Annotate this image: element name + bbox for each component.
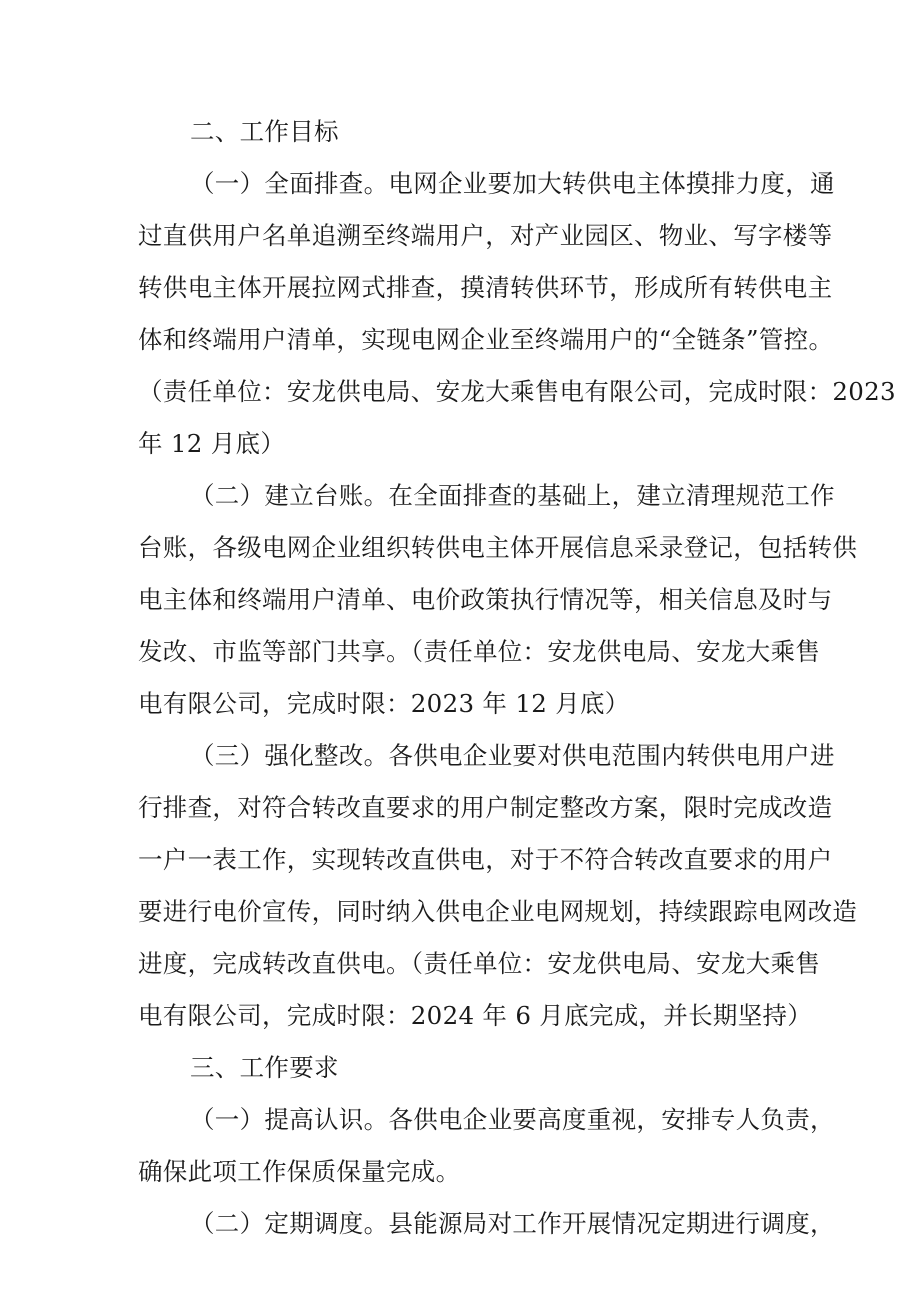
paragraph-line: 行排查，对符合转改直要求的用户制定整改方案，限时完成改造 (138, 793, 833, 822)
paragraph-line: （二）建立台账。在全面排查的基础上，建立清理规范工作 (190, 481, 835, 510)
paragraph-line: 台账，各级电网企业组织转供电主体开展信息采录登记，包括转供 (138, 533, 858, 562)
paragraph-line: 要进行电价宣传，同时纳入供电企业电网规划，持续跟踪电网改造 (138, 897, 858, 926)
paragraph-line: 进度，完成转改直供电。（责任单位：安龙供电局、安龙大乘售 (138, 949, 821, 978)
paragraph-line: 电有限公司，完成时限：2023 年 12 月底） (138, 689, 630, 718)
paragraph-line: 体和终端用户清单，实现电网企业至终端用户的“全链条”管控。 (138, 325, 834, 354)
section-heading-work-goals: 二、工作目标 (190, 117, 339, 146)
paragraph-line: （一）提高认识。各供电企业要高度重视，安排专人负责， (190, 1105, 835, 1134)
paragraph-line: 确保此项工作保质保量完成。 (138, 1157, 461, 1186)
paragraph-line: 电有限公司，完成时限：2024 年 6 月底完成，并长期坚持） (138, 1001, 813, 1030)
paragraph-line: 过直供用户名单追溯至终端用户，对产业园区、物业、写字楼等 (138, 221, 833, 250)
paragraph-line: （三）强化整改。各供电企业要对供电范围内转供电用户进 (190, 741, 835, 770)
paragraph-line: 一户一表工作，实现转改直供电，对于不符合转改直要求的用户 (138, 845, 833, 874)
paragraph-line: 发改、市监等部门共享。（责任单位：安龙供电局、安龙大乘售 (138, 637, 821, 666)
paragraph-line: （一）全面排查。电网企业要加大转供电主体摸排力度，通 (190, 169, 835, 198)
paragraph-line: 电主体和终端用户清单、电价政策执行情况等，相关信息及时与 (138, 585, 833, 614)
section-heading-work-requirements: 三、工作要求 (190, 1053, 339, 1082)
paragraph-line: （二）定期调度。县能源局对工作开展情况定期进行调度， (190, 1209, 835, 1238)
paragraph-line: 年 12 月底） (138, 429, 286, 458)
paragraph-line: 转供电主体开展拉网式排查，摸清转供环节，形成所有转供电主 (138, 273, 833, 302)
paragraph-line: （责任单位：安龙供电局、安龙大乘售电有限公司，完成时限：2023 (138, 377, 896, 406)
